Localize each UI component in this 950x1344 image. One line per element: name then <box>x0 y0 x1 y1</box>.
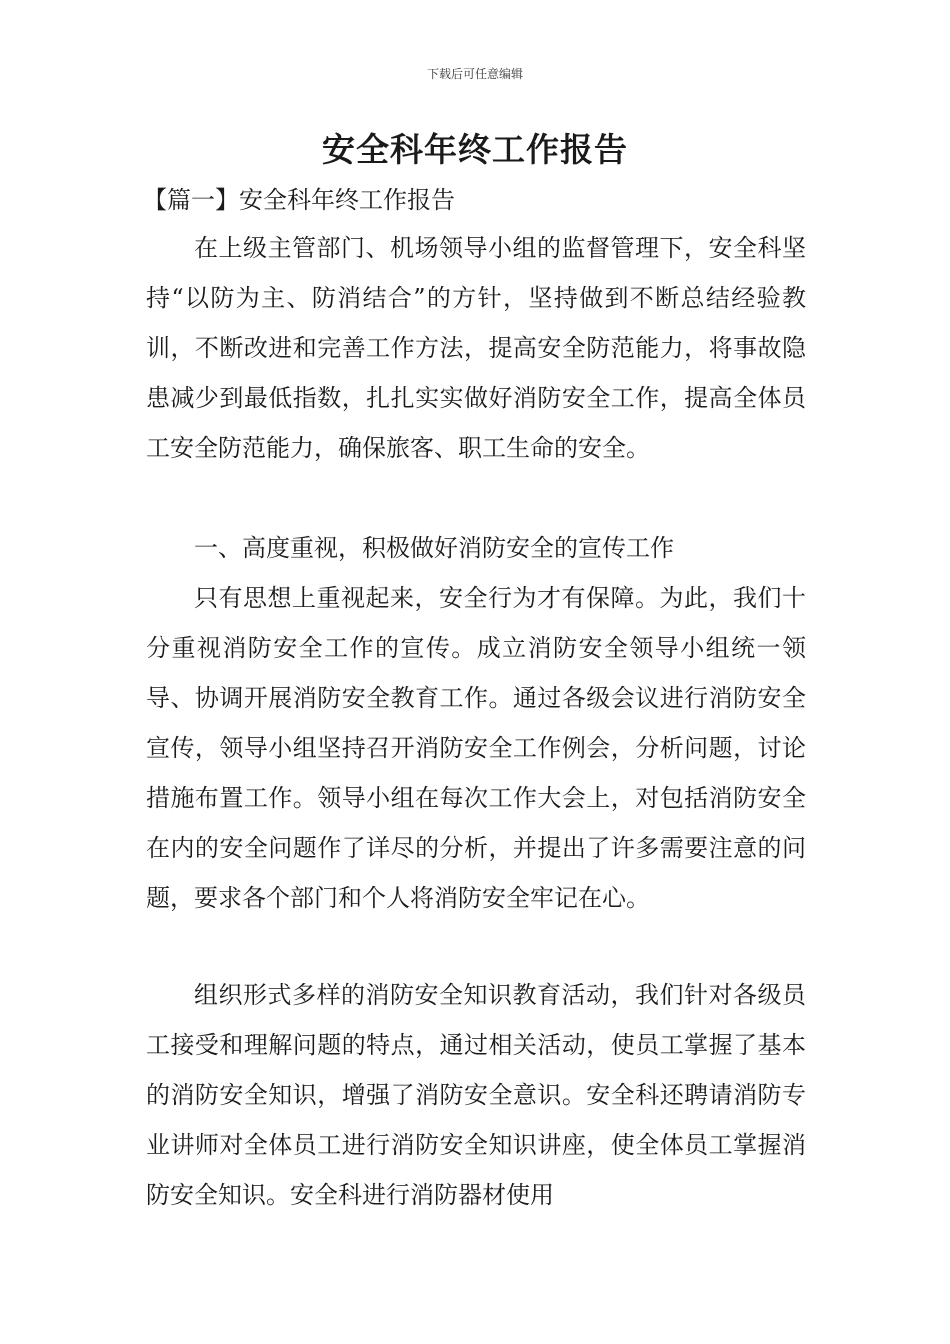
body-paragraph-propaganda: 只有思想上重视起来，安全行为才有保障。为此，我们十分重视消防安全工作的宣传。成立消防安全领导小组统一领导、协调开展消防安全教育工作。通过各级会议进行消防安全宣传，领导小组坚持召开消防安全工作例会，分析问题，讨论措施布置工作。领导小组在每次工作大会上，对包括消防安全在内的安全问题作了详尽的分析，并提出了许多需要注意的问题，要求各个部门和个人将消防安全牢记在心。 <box>146 584 806 912</box>
section-heading-one: 一、高度重视，积极做好消防安全的宣传工作 <box>194 534 674 562</box>
document-title: 安全科年终工作报告 <box>322 130 628 169</box>
body-paragraph-education: 组织形式多样的消防安全知识教育活动，我们针对各级员工接受和理解问题的特点，通过相关活动，使员工掌握了基本的消防安全知识，增强了消防安全意识。安全科还聘请消防专业讲师对全体员工进行消防安全知识讲座，使全体员工掌握消防安全知识。安全科进行消防器材使用 <box>146 981 806 1209</box>
section-subheading: 【篇一】安全科年终工作报告 <box>143 186 455 214</box>
page-header-note: 下载后可任意编辑 <box>426 67 523 81</box>
intro-paragraph: 在上级主管部门、机场领导小组的监督管理下，安全科坚持“以防为主、防消结合”的方针，坚持做到不断总结经验教训，不断改进和完善工作方法，提高安全防范能力，将事故隐患减少到最低指数，扎扎实实做好消防安全工作，提高全体员工安全防范能力，确保旅客、职工生命的安全。 <box>146 234 806 462</box>
